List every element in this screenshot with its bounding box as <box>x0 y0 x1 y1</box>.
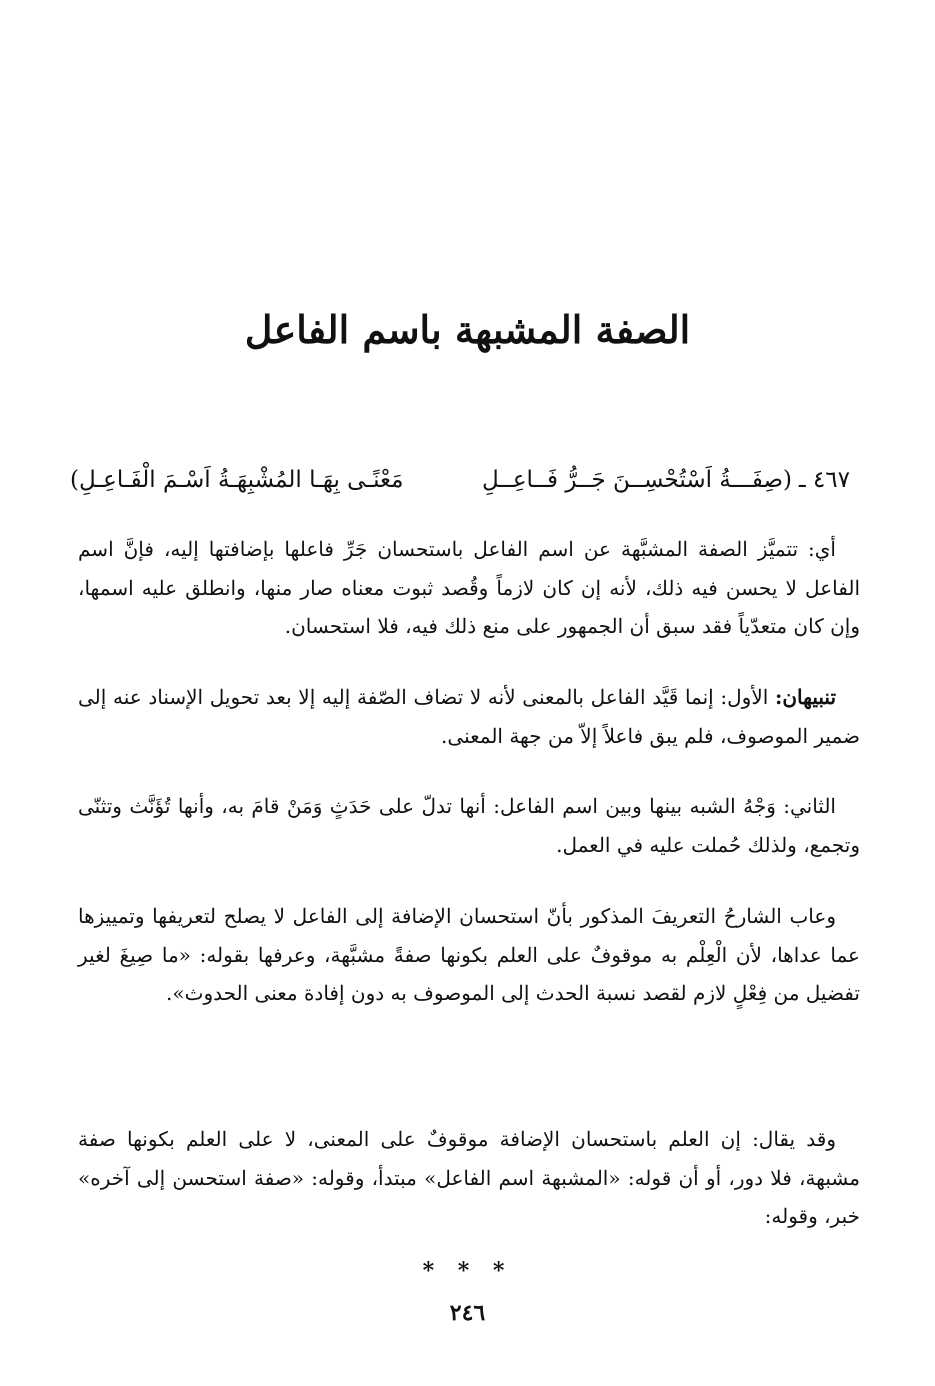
commentary-paragraph-4 <box>78 897 860 1013</box>
commentary-paragraph-5 <box>78 1120 860 1236</box>
page-number: ٢٤٦ <box>449 1300 486 1326</box>
notes-label: تنبيهان: <box>774 685 837 709</box>
commentary-paragraph-1 <box>78 530 860 646</box>
commentary-paragraph-2 <box>78 678 860 755</box>
paragraph-1-text: أي: تتميَّز الصفة المشبَّهة عن اسم الفاعل باستحسان جَرِّ فاعلها بإضافتها إليه، فإنَّ اسم الفاعل لا يحسن فيه ذلك، لأنه إن كان لازماً وقُصد ثبوت معناه صار منها، وانطلق عليه اسمها، وإن كان متعدّياً فقد سبق أن الجمهور على منع ذلك فيه، فلا استحسان. <box>78 537 860 638</box>
verse-number: ٤٦٧ ـ <box>798 467 850 493</box>
verse-line <box>70 458 850 502</box>
section-separator: * * * <box>422 1258 513 1284</box>
paragraph-3-text: الثاني: وَجْهُ الشبه بينها وبين اسم الفاعل: أنها تدلّ على حَدَثٍ وَمَنْ قامَ به، وأنها تُؤَنَّث وتثنّى وتجمع، ولذلك حُملت عليه في العمل. <box>78 794 860 857</box>
verse-second-hemistich: مَعْنًـى بِهَـا المُشْبِهَـةُ اَسْـمَ الْفَـاعِـلِ) <box>70 467 404 493</box>
verse-first-hemistich: (صِفَـــةُ اَسْتُحْسِــنَ جَــرُّ فَــاعِــلِ <box>481 467 792 493</box>
chapter-title: الصفة المشبهة باسم الفاعل <box>244 307 691 352</box>
paragraph-5-text: وقد يقال: إن العلم باستحسان الإضافة موقوفٌ على المعنى، لا على العلم بكونها صفة مشبهة، فلا دور، أو أن قوله: «المشبهة اسم الفاعل» مبتدأ، وقوله: «صفة استحسن إلى آخره» خبر، وقوله: <box>78 1127 860 1228</box>
paragraph-4-text: وعاب الشارحُ التعريفَ المذكور بأنّ استحسان الإضافة إلى الفاعل لا يصلح لتعريفها وتمييزها عما عداها، لأن الْعِلْم به موقوفٌ على العلم بكونها صفةً مشبَّهة، وعرفها بقوله: «ما صِيغَ لغير تفضيل من فِعْلٍ لازم لقصد نسبة الحدث إلى الموصوف به دون إفادة معنى الحدوث». <box>78 904 860 1005</box>
commentary-paragraph-3 <box>78 787 860 864</box>
paragraph-2-text: الأول: إنما قَيَّد الفاعل بالمعنى لأنه لا تضاف الصّفة إليه إلا بعد تحويل الإسناد عنه إلى ضمير الموصوف، فلم يبق فاعلاً إلاّ من جهة المعنى. <box>78 685 860 748</box>
